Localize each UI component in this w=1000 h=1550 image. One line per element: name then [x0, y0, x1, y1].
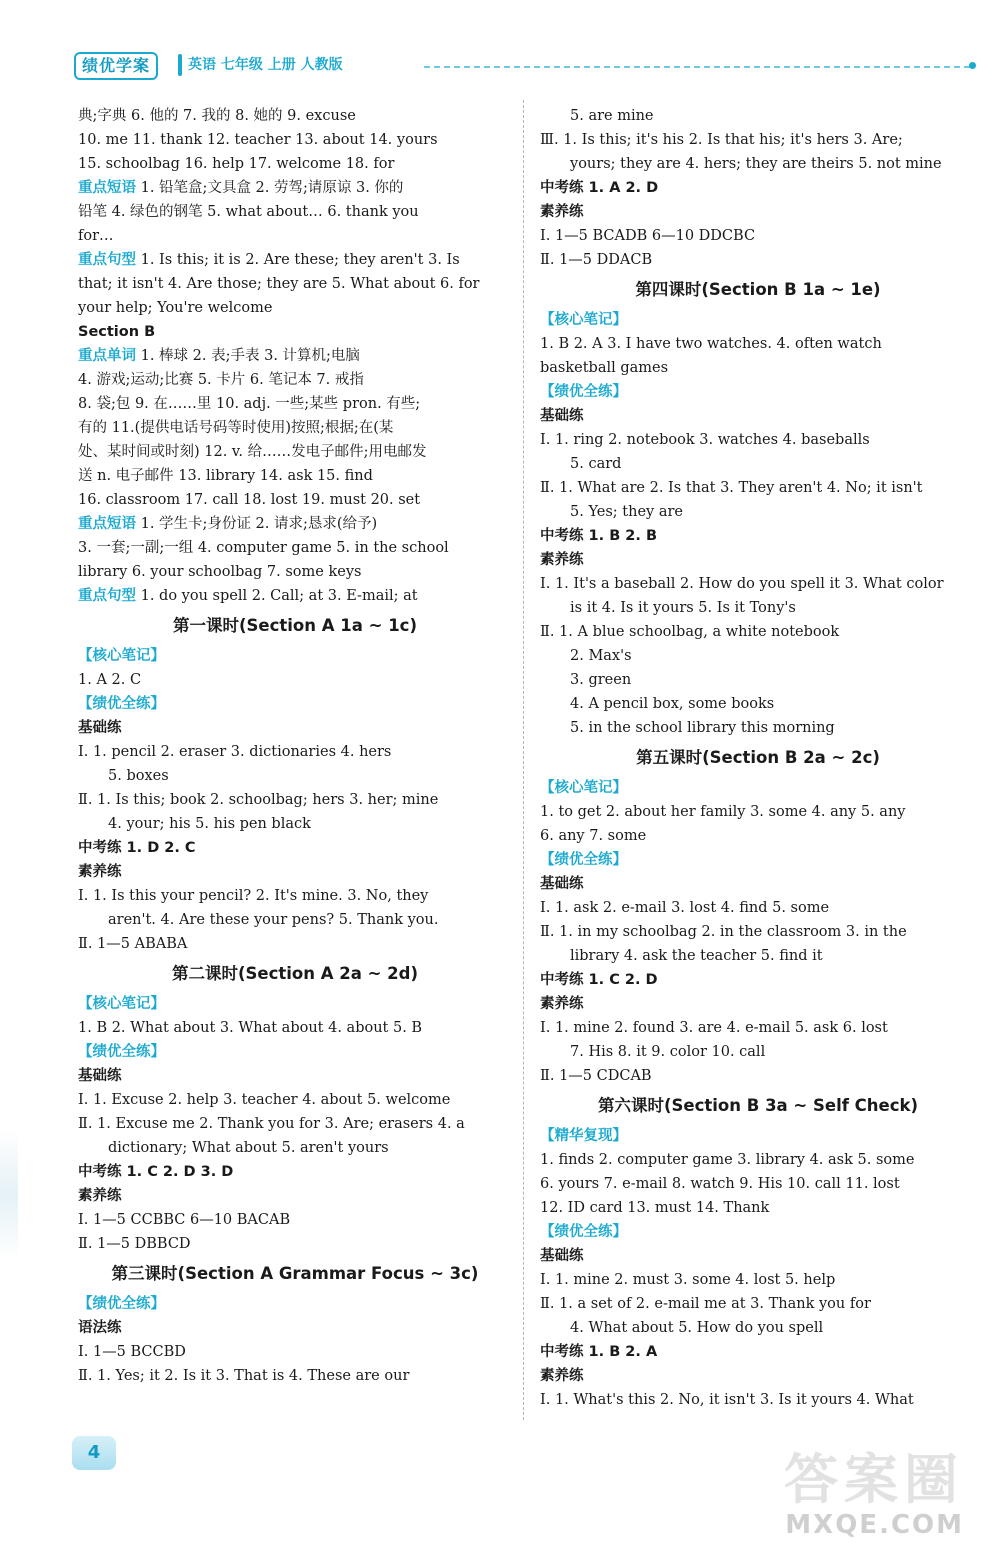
exercise-heading: 基础练	[540, 1248, 584, 1264]
header-dot	[969, 62, 976, 69]
exercise-heading: 基础练	[540, 408, 584, 424]
answer-line: Ⅰ. 1. What's this 2. No, it isn't 3. Is it yours 4. What	[540, 1392, 914, 1408]
answer-line: yours; they are 4. hers; they are theirs 5. not mine	[570, 156, 942, 172]
answer-line: Ⅱ. 1. Excuse me 2. Thank you for 3. Are; erasers 4. a	[78, 1116, 465, 1132]
answer-line: Ⅰ. 1. ring 2. notebook 3. watches 4. baseballs	[540, 432, 870, 448]
answer-line: Ⅱ. 1. a set of 2. e-mail me at 3. Thank you for	[540, 1296, 871, 1312]
answer-line: Ⅱ. 1. in my schoolbag 2. in the classroom 3. in the	[540, 924, 907, 940]
brand-logo: 绩优学案	[74, 52, 158, 80]
answer-line: Ⅰ. 1. mine 2. must 3. some 4. lost 5. help	[540, 1272, 836, 1288]
block-label: 【核心笔记】	[78, 996, 165, 1012]
answer-line: 1. finds 2. computer game 3. library 4. ask 5. some	[540, 1152, 915, 1168]
answer-line: Ⅱ. 1. Is this; book 2. schoolbag; hers 3. her; mine	[78, 792, 439, 808]
answer-line	[78, 512, 512, 536]
key-label: 重点句型	[78, 588, 136, 604]
answer-text: 1. Is this; it is 2. Are these; they aren't 3. Is	[140, 252, 460, 268]
answer-line: 2. Max's	[570, 648, 632, 664]
answer-line: Ⅰ. 1—5 CCBBC 6—10 BACAB	[78, 1212, 291, 1228]
answer-line: library 6. your schoolbag 7. some keys	[78, 564, 362, 580]
answer-line: 1. B 2. A 3. I have two watches. 4. often watch	[540, 336, 882, 352]
answer-line: 6. any 7. some	[540, 828, 647, 844]
answer-line: Ⅰ. 1. pencil 2. eraser 3. dictionaries 4. hers	[78, 744, 392, 760]
answer-line: Ⅱ. 1. A blue schoolbag, a white notebook	[540, 624, 840, 640]
exercise-heading: 素养练	[540, 204, 584, 220]
answer-line: 有的 11.(提供电话号码等时使用)按照;根据;在(某	[78, 420, 394, 436]
answer-line: library 4. ask the teacher 5. find it	[570, 948, 823, 964]
answer-line: Ⅱ. 1—5 CDCAB	[540, 1068, 652, 1084]
block-label: 【绩优全练】	[540, 852, 627, 868]
answer-text: 1. 学生卡;身份证 2. 请求;恳求(给予)	[140, 516, 378, 532]
answer-line: is it 4. Is it yours 5. Is it Tony's	[570, 600, 796, 616]
watermark	[784, 1450, 964, 1540]
answer-column-right	[540, 104, 976, 1412]
answer-line: Ⅱ. 1—5 ABABA	[78, 936, 188, 952]
answer-line: 10. me 11. thank 12. teacher 13. about 14. yours	[78, 132, 438, 148]
answer-line: 16. classroom 17. call 18. lost 19. must 20. set	[78, 492, 421, 508]
lesson-heading: 第四课时(Section B 1a ~ 1e)	[635, 280, 881, 299]
answer-line: Ⅰ. 1. ask 2. e-mail 3. lost 4. find 5. some	[540, 900, 830, 916]
key-label: 重点短语	[78, 516, 136, 532]
answer-line: 5. Yes; they are	[570, 504, 683, 520]
block-label: 【绩优全练】	[78, 696, 165, 712]
answer-line: Ⅲ. 1. Is this; it's his 2. Is that his; it's hers 3. Are;	[540, 132, 903, 148]
answer-line: Ⅱ. 1—5 DDACB	[540, 252, 653, 268]
answer-line: Ⅰ. 1. It's a baseball 2. How do you spell it 3. What color	[540, 576, 944, 592]
exercise-heading: 基础练	[78, 1068, 122, 1084]
answer-line: 铅笔 4. 绿色的钢笔 5. what about… 6. thank you	[78, 204, 419, 220]
answer-line: Ⅰ. 1. mine 2. found 3. are 4. e-mail 5. ask 6. lost	[540, 1020, 888, 1036]
answer-line: Ⅰ. 1—5 BCADB 6—10 DDCBC	[540, 228, 756, 244]
answer-line: Ⅰ. 1. Is this your pencil? 2. It's mine. 3. No, they	[78, 888, 429, 904]
answer-line: 3. 一套;一副;一组 4. computer game 5. in the school	[78, 540, 449, 556]
exercise-heading: 素养练	[78, 1188, 122, 1204]
edge-strip	[0, 1130, 18, 1260]
exercise-heading: 素养练	[540, 996, 584, 1012]
answer-line: 典;字典 6. 他的 7. 我的 8. 她的 9. excuse	[78, 108, 356, 124]
answer-line: Ⅱ. 1—5 DBBCD	[78, 1236, 191, 1252]
answer-line: 处、某时间或时刻) 12. v. 给……发电子邮件;用电邮发	[78, 444, 427, 460]
answer-line: that; it isn't 4. Are those; they are 5. What about 6. for	[78, 276, 480, 292]
answer-text: 1. 铅笔盒;文具盒 2. 劳驾;请原谅 3. 你的	[140, 180, 404, 196]
exercise-heading: 中考练 1. A 2. D	[540, 180, 659, 196]
answer-line: 4. A pencil box, some books	[570, 696, 775, 712]
answer-line: 1. to get 2. about her family 3. some 4. any 5. any	[540, 804, 906, 820]
answer-line: 12. ID card 13. must 14. Thank	[540, 1200, 770, 1216]
book-info: 英语 七年级 上册 人教版	[188, 57, 343, 73]
exercise-heading: 语法练	[78, 1320, 122, 1336]
block-label: 【核心笔记】	[78, 648, 165, 664]
answer-line: 送 n. 电子邮件 13. library 14. ask 15. find	[78, 468, 373, 484]
answer-line: 5. card	[570, 456, 622, 472]
answer-line: 7. His 8. it 9. color 10. call	[570, 1044, 766, 1060]
exercise-heading: 中考练 1. C 2. D 3. D	[78, 1164, 234, 1180]
block-label: 【精华复现】	[540, 1128, 627, 1144]
answer-line: your help; You're welcome	[78, 300, 273, 316]
block-label: 【绩优全练】	[78, 1296, 165, 1312]
lesson-heading: 第五课时(Section B 2a ~ 2c)	[636, 748, 880, 767]
answer-line: for…	[78, 228, 114, 244]
lesson-heading: 第二课时(Section A 2a ~ 2d)	[171, 964, 419, 983]
exercise-heading: 基础练	[78, 720, 122, 736]
answer-line: 5. in the school library this morning	[570, 720, 835, 736]
lesson-heading: 第三课时(Section A Grammar Focus ~ 3c)	[111, 1264, 479, 1283]
exercise-heading: 中考练 1. D 2. C	[78, 840, 196, 856]
exercise-heading: 中考练 1. B 2. A	[540, 1344, 658, 1360]
answer-line: 1. A 2. C	[78, 672, 142, 688]
answer-line	[78, 344, 512, 368]
block-label: 【核心笔记】	[540, 780, 627, 796]
answer-column-left	[78, 104, 512, 1388]
exercise-heading: 素养练	[540, 1368, 584, 1384]
exercise-heading: 素养练	[78, 864, 122, 880]
page-header	[74, 50, 984, 80]
answer-line: 4. What about 5. How do you spell	[570, 1320, 824, 1336]
answer-line: 1. B 2. What about 3. What about 4. about 5. B	[78, 1020, 423, 1036]
block-label: 【核心笔记】	[540, 312, 627, 328]
answer-line: aren't. 4. Are these your pens? 5. Thank you.	[108, 912, 439, 928]
exercise-heading: 中考练 1. B 2. B	[540, 528, 657, 544]
watermark-url: MXQE.COM	[785, 1510, 964, 1540]
exercise-heading: 中考练 1. C 2. D	[540, 972, 658, 988]
answer-line: 15. schoolbag 16. help 17. welcome 18. for	[78, 156, 395, 172]
answer-line	[78, 176, 512, 200]
watermark-text: 答案圈	[784, 1448, 964, 1511]
answer-text: 1. do you spell 2. Call; at 3. E-mail; at	[140, 588, 418, 604]
header-dashed-rule	[424, 66, 970, 68]
answer-line: 5. are mine	[570, 108, 654, 124]
answer-line: 6. yours 7. e-mail 8. watch 9. His 10. call 11. lost	[540, 1176, 900, 1192]
answer-line: Ⅰ. 1. Excuse 2. help 3. teacher 4. about 5. welcome	[78, 1092, 451, 1108]
key-label: 重点句型	[78, 252, 136, 268]
answer-line: Ⅱ. 1. What are 2. Is that 3. They aren't 4. No; it isn't	[540, 480, 923, 496]
key-label: 重点单词	[78, 348, 136, 364]
answer-text: 1. 棒球 2. 表;手表 3. 计算机;电脑	[140, 348, 360, 364]
answer-line: basketball games	[540, 360, 669, 376]
block-label: 【绩优全练】	[78, 1044, 165, 1060]
answer-line: 4. 游戏;运动;比赛 5. 卡片 6. 笔记本 7. 戒指	[78, 372, 364, 388]
block-label: 【绩优全练】	[540, 384, 627, 400]
exercise-heading: 素养练	[540, 552, 584, 568]
answer-line: 8. 袋;包 9. 在……里 10. adj. 一些;某些 pron. 有些;	[78, 396, 421, 412]
answer-line: dictionary; What about 5. aren't yours	[108, 1140, 389, 1156]
answer-line: 4. your; his 5. his pen black	[108, 816, 311, 832]
answer-line: Ⅱ. 1. Yes; it 2. Is it 3. That is 4. These are our	[78, 1368, 410, 1384]
answer-line: 3. green	[570, 672, 632, 688]
logo-divider	[178, 54, 182, 76]
answer-line	[78, 584, 512, 608]
exercise-heading: 基础练	[540, 876, 584, 892]
lesson-heading: 第一课时(Section A 1a ~ 1c)	[172, 616, 417, 635]
lesson-heading: 第六课时(Section B 3a ~ Self Check)	[597, 1096, 918, 1115]
column-divider	[523, 100, 524, 1420]
key-label: 重点短语	[78, 180, 136, 196]
page-number: 4	[72, 1436, 116, 1470]
block-label: 【绩优全练】	[540, 1224, 627, 1240]
answer-line: 5. boxes	[108, 768, 169, 784]
answer-line	[78, 248, 512, 272]
answer-line: Ⅰ. 1—5 BCCBD	[78, 1344, 186, 1360]
section-heading: Section B	[78, 324, 156, 340]
